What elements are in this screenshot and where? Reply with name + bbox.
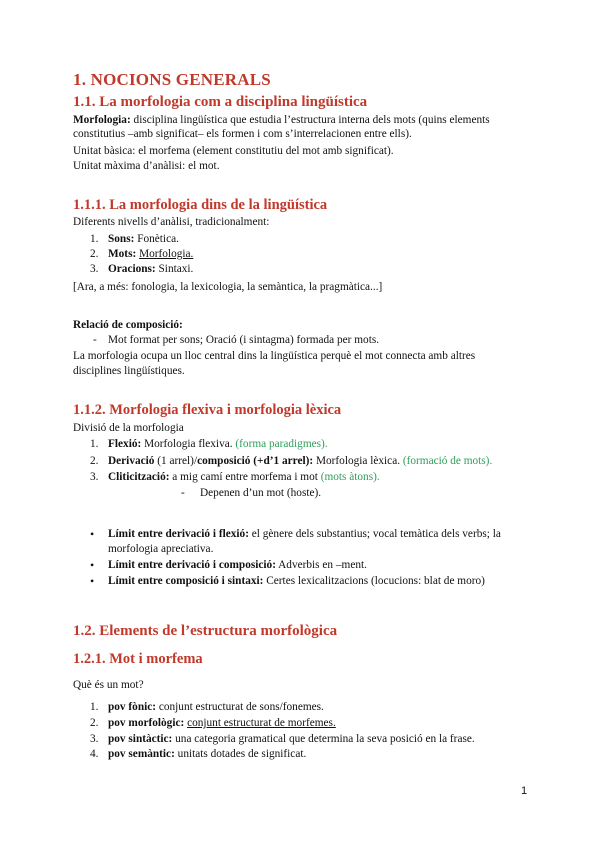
pov-label: pov morfològic: [108, 717, 185, 729]
derivation-text: Morfologia lèxica. [313, 455, 403, 467]
pov-text: conjunt estructurat de morfemes. [187, 717, 336, 729]
bullet-item [108, 558, 367, 572]
heading-1: 1. NOCIONS GENERALS [73, 70, 271, 89]
pov-label: pov sintàctic: [108, 733, 173, 745]
heading-1-1-1: 1.1.1. La morfologia dins de la lingüística [73, 197, 328, 213]
list-item [108, 262, 193, 276]
composition-label [73, 318, 183, 332]
list-item [108, 470, 380, 484]
composition-item: Mot format per sons; Oració (i sintagma) formada per mots. [108, 334, 380, 346]
pov-item [108, 747, 306, 761]
pov-item [108, 716, 336, 730]
cliticization-label: Cliticització: [108, 471, 170, 483]
flex-text: Morfologia flexiva. [141, 438, 236, 450]
central-line-2: disciplines lingüístiques. [73, 365, 185, 377]
bullet-item-continued: morfologia apreciativa. [108, 543, 214, 555]
list-number: 2. [90, 248, 99, 260]
dash-marker: - [181, 487, 185, 499]
question: Què és un mot? [73, 679, 144, 691]
bullet-label: Límit entre derivació i composició: [108, 559, 276, 571]
pov-item [108, 700, 324, 714]
bullet-text: Certes lexicalitzacions (locucions: blat de moro) [263, 575, 485, 587]
list-number: 2. [90, 455, 99, 467]
definition-text: disciplina lingüística que estudia l’estructura interna dels mots (quins elements [130, 114, 490, 126]
level-text: Morfologia. [139, 248, 194, 260]
list-number: 1. [90, 438, 99, 450]
page-number: 1 [521, 785, 528, 797]
bullet-text: el gènere dels substantius; vocal temàtica dels verbs; la [248, 528, 501, 540]
flex-note: (forma paradigmes). [235, 438, 328, 450]
level-label: Oracions: [108, 263, 156, 275]
list-item [108, 247, 193, 261]
list-number: 1. [90, 701, 99, 713]
unit-max: Unitat màxima d’anàlisi: el mot. [73, 160, 220, 172]
cliticization-sub: Depenen d’un mot (hoste). [200, 487, 322, 499]
division-intro: Divisió de la morfologia [73, 422, 184, 434]
composition-label-text: Relació de composició: [73, 319, 183, 331]
composition-mid: (+d’1 arrel): [250, 455, 314, 467]
composition-label-2: composició [197, 455, 251, 467]
definition-line-2: constitutius –amb significat– els formen i com s’interrelacionen entre ells). [73, 128, 412, 140]
bullet-item [108, 527, 501, 541]
list-item [108, 454, 492, 468]
heading-1-2: 1.2. Elements de l’estructura morfològica [73, 623, 338, 639]
now-more-note: [Ara, a més: fonologia, la lexicologia, la semàntica, la pragmàtica...] [73, 281, 383, 293]
list-number: 4. [90, 748, 99, 760]
level-label: Sons: [108, 233, 135, 245]
levels-intro: Diferents nivells d’anàlisi, tradicionalment: [73, 216, 270, 228]
pov-item [108, 732, 475, 746]
derivation-label: Derivació [108, 455, 155, 467]
bullet-label: Límit entre derivació i flexió: [108, 528, 249, 540]
level-label: Mots: [108, 248, 137, 260]
bullet-glyph: • [90, 527, 95, 541]
dash-marker: - [93, 334, 97, 346]
list-item [108, 232, 179, 246]
flex-label: Flexió: [108, 438, 142, 450]
pov-label: pov semàntic: [108, 748, 175, 760]
derivation-mid: (1 arrel)/ [154, 455, 198, 467]
list-number: 3. [90, 263, 99, 275]
unit-basic: Unitat bàsica: el morfema (element constitutiu del mot amb significat). [73, 145, 394, 157]
pov-label: pov fònic: [108, 701, 157, 713]
bullet-item [108, 574, 485, 588]
list-number: 1. [90, 233, 99, 245]
cliticization-note: (mots àtons). [320, 471, 380, 483]
pov-text: conjunt estructurat de sons/fonemes. [156, 701, 324, 713]
bullet-label: Límit entre composició i sintaxi: [108, 575, 264, 587]
bullet-glyph: • [90, 558, 95, 572]
definition-label: Morfologia: [73, 114, 131, 126]
heading-1-1: 1.1. La morfologia com a disciplina lingüística [73, 94, 368, 110]
list-number: 3. [90, 471, 99, 483]
bullet-glyph: • [90, 574, 95, 588]
pov-text: unitats dotades de significat. [174, 748, 307, 760]
level-text: Fonètica. [134, 233, 179, 245]
derivation-note: (formació de mots). [402, 455, 493, 467]
heading-1-1-2: 1.1.2. Morfologia flexiva i morfologia lèxica [73, 402, 342, 418]
list-number: 2. [90, 717, 99, 729]
level-text: Sintaxi. [155, 263, 194, 275]
list-number: 3. [90, 733, 99, 745]
central-line-1: La morfologia ocupa un lloc central dins la lingüística perquè el mot connecta amb altres [73, 350, 476, 362]
definition-line-1 [73, 113, 490, 127]
heading-1-2-1: 1.2.1. Mot i morfema [73, 651, 203, 667]
list-item [108, 437, 328, 451]
bullet-text: Adverbis en –ment. [275, 559, 367, 571]
pov-text: una categoria gramatical que determina la seva posició en la frase. [172, 733, 475, 745]
cliticization-text: a mig camí entre morfema i mot [169, 471, 321, 483]
